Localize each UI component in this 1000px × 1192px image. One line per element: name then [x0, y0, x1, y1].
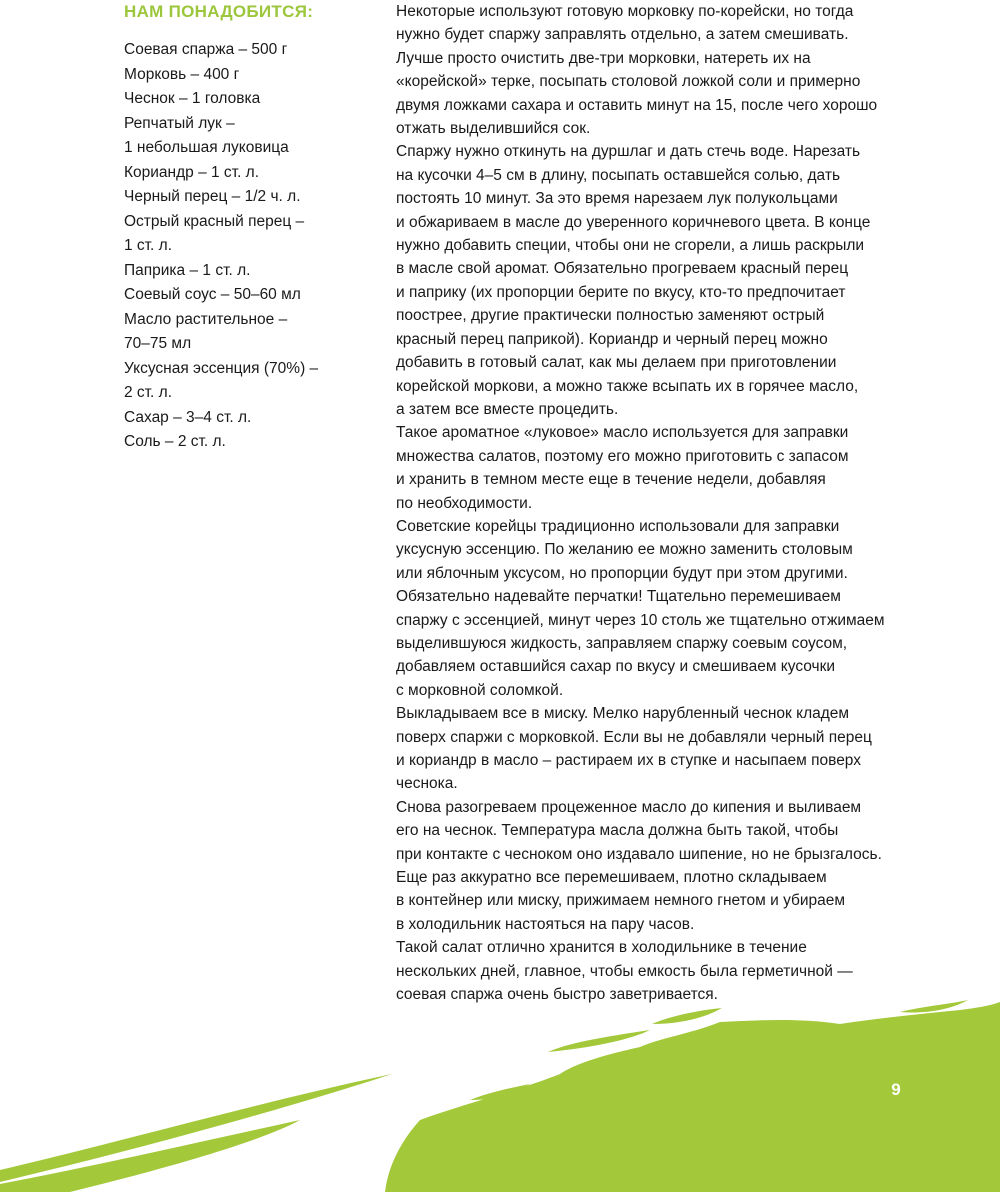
ingredient-item: Соль – 2 ст. л.	[124, 433, 226, 450]
text-line: и паприку (их пропорции берите по вкусу, кто-то предпочитает	[396, 283, 846, 301]
text-line: нужно будет спаржу заправлять отдельно, а затем смешивать.	[396, 26, 849, 44]
ingredient-item: Репчатый лук –	[124, 114, 235, 132]
text-line: корейской моркови, а можно также всыпать их в горячее масло,	[396, 377, 859, 395]
text-line: спаржу с эссенцией, минут через 10 столь же тщательно отжимаем	[396, 611, 885, 629]
text-line: Спаржу нужно откинуть на дуршлаг и дать стечь воде. Нарезать	[396, 143, 861, 161]
text-line: Такой салат отлично хранится в холодильнике в течение	[396, 939, 807, 957]
text-line: Такое ароматное «луковое» масло используется для заправки	[396, 424, 849, 442]
text-line: Лучше просто очистить две-три морковки, натереть их на	[396, 49, 811, 67]
text-line: в холодильник настояться на пару часов.	[396, 915, 695, 933]
text-line: выделившуюся жидкость, заправляем спаржу соевым соусом,	[396, 634, 848, 652]
instruction-paragraph	[396, 796, 996, 936]
text-line: в контейнер или миску, прижимаем немного гнетом и убираем	[396, 892, 846, 910]
instruction-paragraph	[396, 140, 996, 421]
text-line: соевая спаржа очень быстро заветривается.	[396, 986, 718, 1004]
text-line: при контакте с чесноком оно издавало шипение, но не брызгалось.	[396, 845, 882, 863]
text-line: «корейской» терке, посыпать столовой ложкой соли и примерно	[396, 73, 861, 91]
text-line: Снова разогреваем процеженное масло до кипения и выливаем	[396, 798, 862, 816]
ingredient-item: Кориандр – 1 ст. л.	[124, 163, 260, 181]
text-line: и обжариваем в масле до уверенного коричневого цвета. В конце	[396, 213, 871, 231]
ingredient-item: Морковь – 400 г	[124, 65, 240, 83]
instruction-paragraph	[396, 0, 996, 140]
text-line: двумя ложками сахара и оставить минут на 15, после чего хорошо	[396, 96, 878, 114]
brush-stroke-thin	[0, 1074, 392, 1182]
page-number: 9	[891, 1080, 901, 1099]
ingredient-item: 1 небольшая луковица	[124, 139, 289, 156]
ingredient-list	[124, 38, 364, 455]
ingredient-item: Черный перец – 1/2 ч. л.	[124, 188, 301, 205]
brush-fleck-2	[652, 1008, 722, 1024]
text-line: чеснока.	[396, 775, 458, 793]
text-line: в масле свой аромат. Обязательно прогреваем красный перец	[396, 260, 849, 278]
ingredient-item: 1 ст. л.	[124, 237, 173, 254]
text-line: постоять 10 минут. За это время нарезаем лук полукольцами	[396, 190, 838, 208]
text-line: с морковной соломкой.	[396, 681, 564, 699]
recipe-instructions	[396, 0, 996, 1006]
text-line: его на чеснок. Температура масла должна быть такой, чтобы	[396, 822, 839, 840]
text-line: множества салатов, поэтому его можно приготовить с запасом	[396, 447, 849, 465]
text-line: красный перец паприкой). Кориандр и черный перец можно	[396, 330, 828, 348]
ingredient-item: Паприка – 1 ст. л.	[124, 261, 251, 279]
text-line: или яблочным уксусом, но пропорции будут при этом другими.	[396, 564, 848, 582]
instruction-paragraph	[396, 421, 996, 515]
text-line: Еще раз аккуратно все перемешиваем, плотно складываем	[396, 869, 827, 887]
text-line: отжать выделившийся сок.	[396, 120, 591, 138]
text-line: поострее, другие практически полностью заменяют острый	[396, 307, 825, 325]
ingredient-item: Соевая спаржа – 500 г	[124, 41, 288, 58]
instruction-paragraph	[396, 702, 996, 796]
ingredient-item: 2 ст. л.	[124, 384, 173, 401]
text-line: Выкладываем все в миску. Мелко нарубленный чеснок кладем	[396, 705, 850, 723]
text-line: добавляем оставшийся сахар по вкусу и смешиваем кусочки	[396, 658, 836, 676]
text-line: нужно добавить специи, чтобы они не сгорели, а лишь раскрыли	[396, 237, 865, 255]
text-line: на кусочки 4–5 см в длину, посыпать оставшейся солью, дать	[396, 166, 841, 184]
ingredient-item: Сахар – 3–4 ст. л.	[124, 408, 252, 426]
text-line: по необходимости.	[396, 494, 533, 512]
text-line: Обязательно надевайте перчатки! Тщательно перемешиваем	[396, 588, 841, 606]
green-paint-splash	[0, 992, 1000, 1192]
text-line: а затем все вместе процедить.	[396, 400, 619, 418]
ingredient-item: Соевый соус – 50–60 мл	[124, 286, 301, 303]
ingredient-item: Уксусная эссенция (70%) –	[124, 359, 319, 377]
text-line: и кориандр в масло – растираем их в ступке и насыпаем поверх	[396, 752, 862, 769]
text-line: нескольких дней, главное, чтобы емкость была герметичной —	[396, 962, 853, 980]
ingredient-item: Чеснок – 1 головка	[124, 90, 261, 107]
text-line: уксусную эссенцию. По желанию ее можно заменить столовым	[396, 541, 853, 559]
text-line: и хранить в темном месте еще в течение недели, добавляя	[396, 471, 826, 489]
brush-stroke-lower	[0, 1120, 300, 1192]
instruction-paragraph	[396, 515, 996, 702]
ingredient-item: 70–75 мл	[124, 335, 192, 352]
ingredient-item: Масло растительное –	[124, 310, 288, 328]
text-line: Некоторые используют готовую морковку по-корейски, но тогда	[396, 3, 854, 20]
text-line: поверх спаржи с морковкой. Если вы не добавляли черный перец	[396, 728, 872, 746]
text-line: добавить в готовый салат, как мы делаем при приготовлении	[396, 354, 837, 372]
text-line: Советские корейцы традиционно использовали для заправки	[396, 517, 840, 535]
ingredients-heading: НАМ ПОНАДОБИТСЯ:	[124, 2, 314, 21]
ingredients-column	[124, 0, 364, 455]
ingredient-item: Острый красный перец –	[124, 212, 305, 230]
